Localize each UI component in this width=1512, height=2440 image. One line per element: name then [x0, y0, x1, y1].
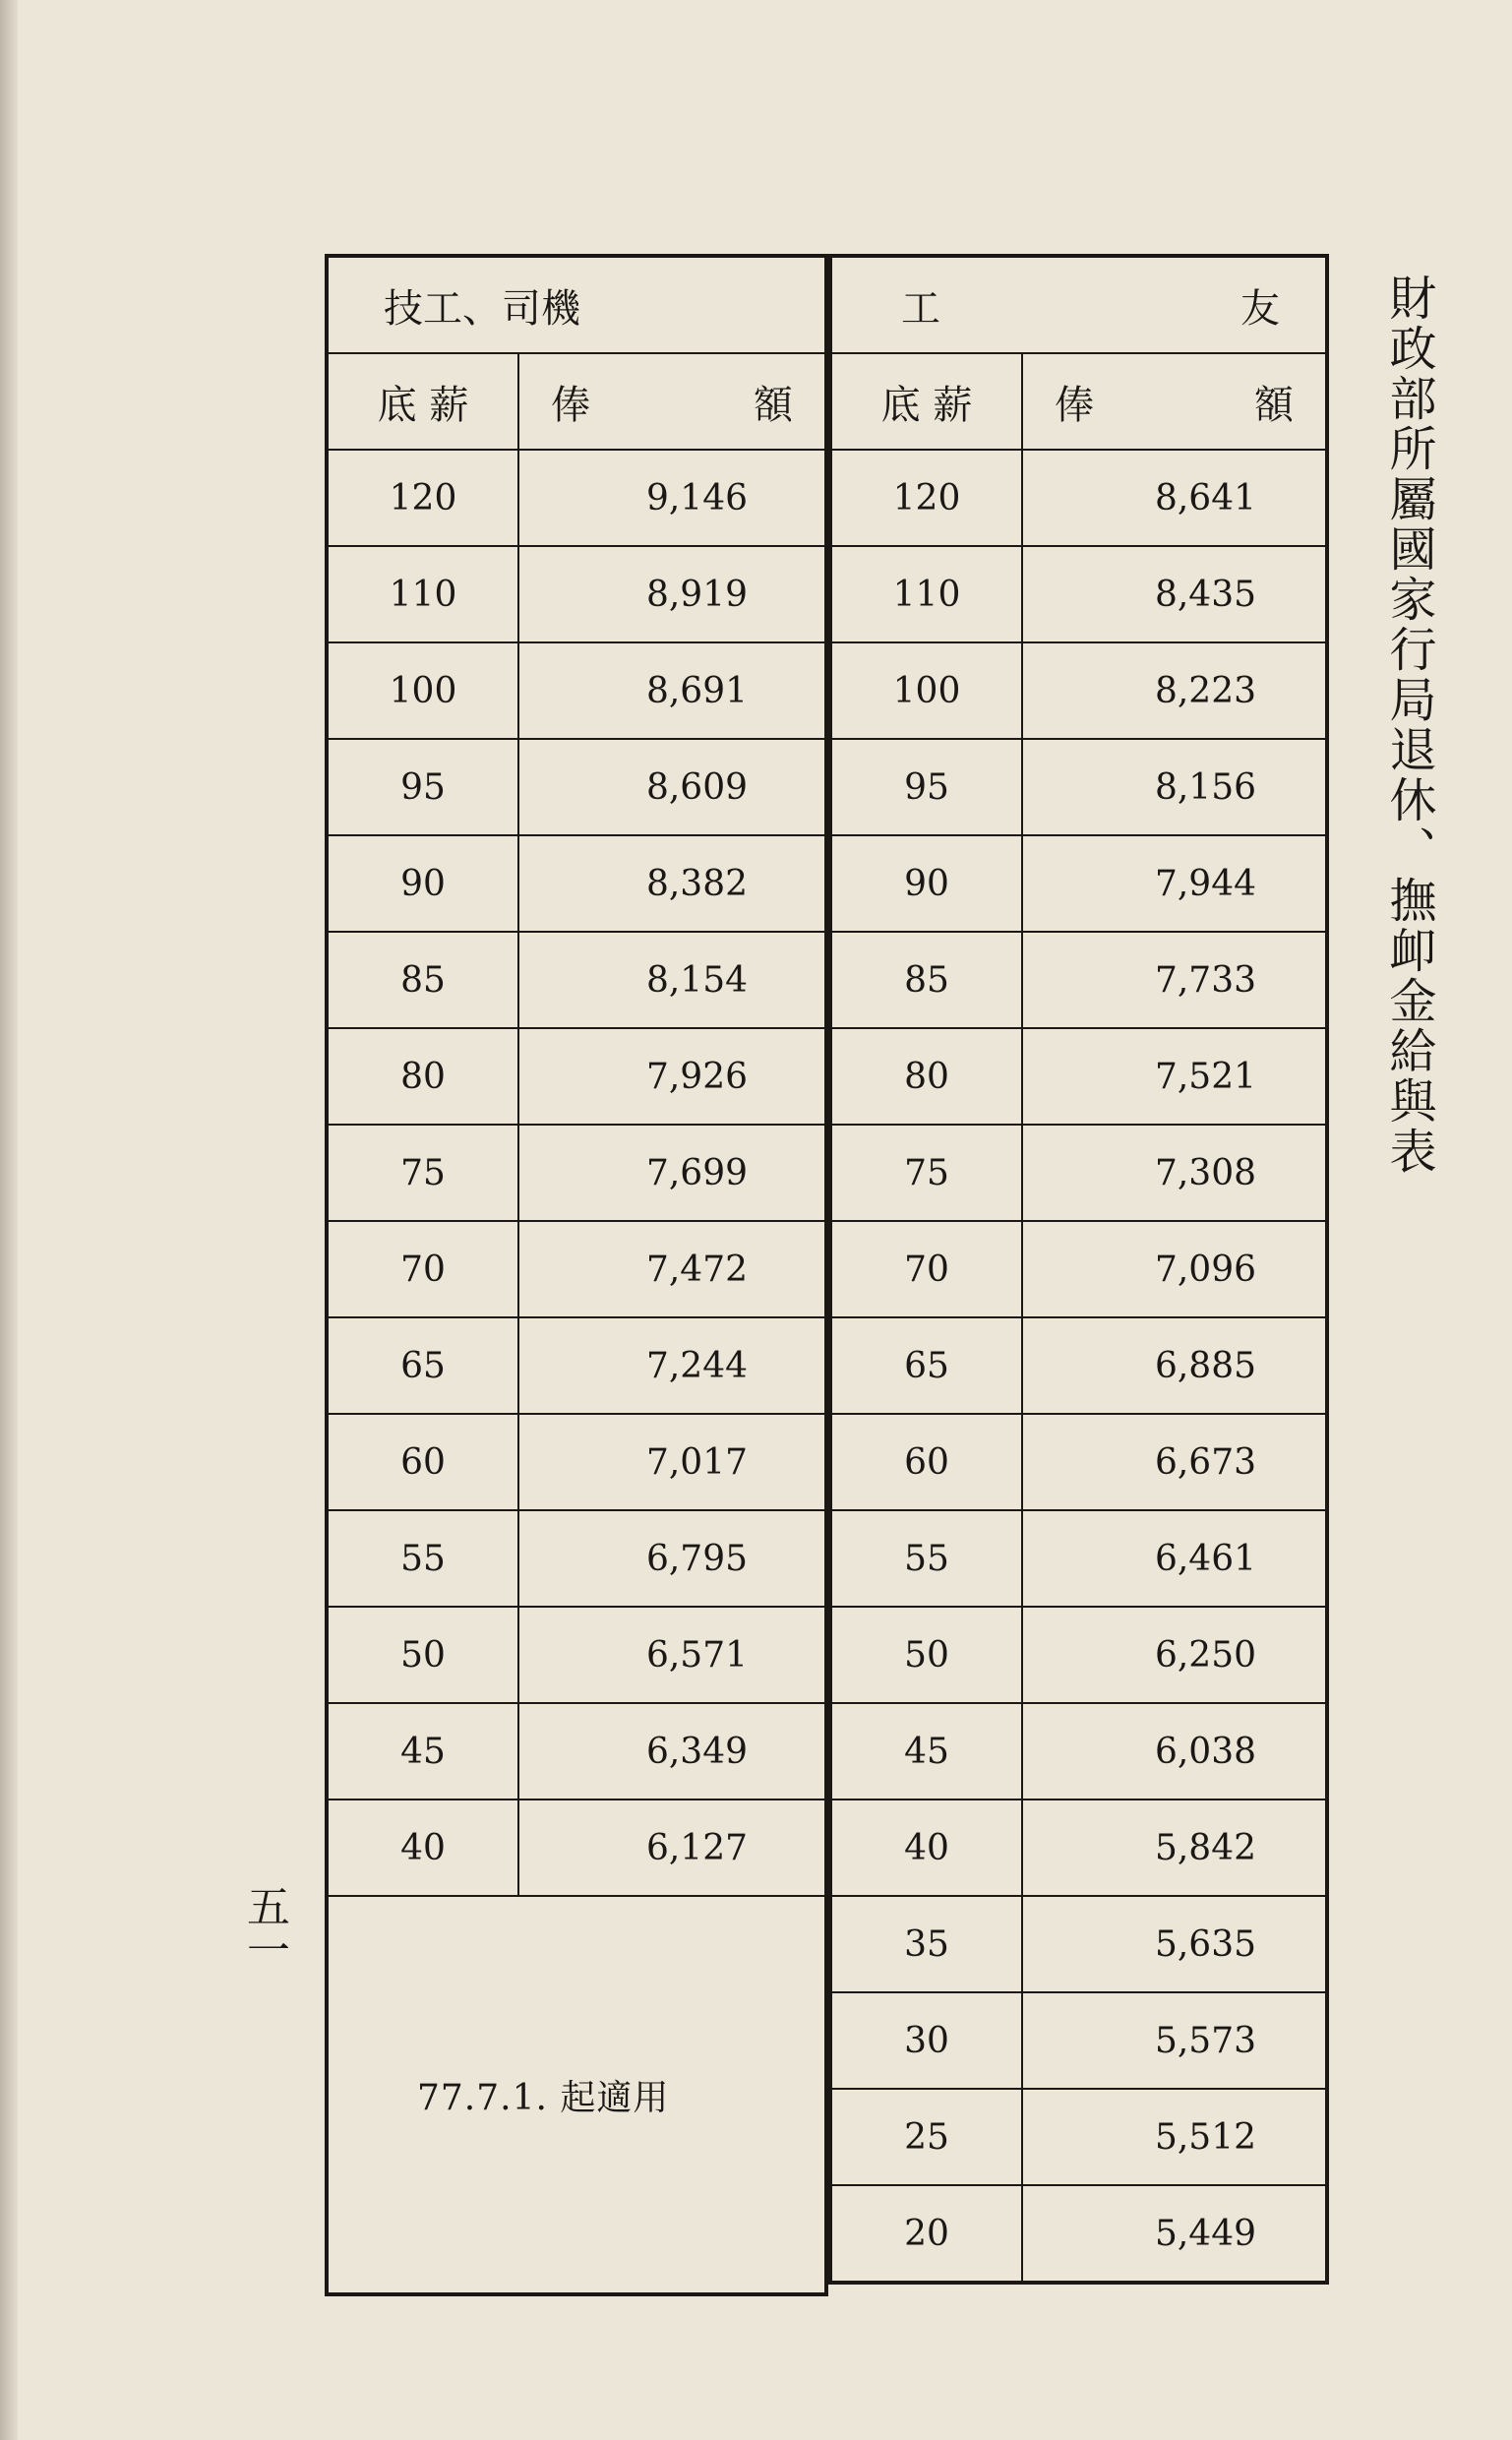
- right-grade-cell: 50: [830, 1607, 1022, 1703]
- left-table-row: [327, 1800, 826, 1896]
- right-table-row: [830, 2089, 1327, 2185]
- left-table-row: [327, 739, 826, 835]
- left-table-row: [327, 835, 826, 932]
- right-group-header-b: 友: [1240, 285, 1280, 332]
- page-number: 五一: [239, 1884, 289, 1971]
- left-table-row: [327, 1028, 826, 1125]
- right-amount-cell: 6,038: [1022, 1703, 1327, 1800]
- effective-date-note: 77.7.1. 起適用: [327, 1896, 826, 2294]
- right-amount-cell: 8,223: [1022, 642, 1327, 739]
- left-grade-cell: 50: [327, 1607, 518, 1703]
- right-table-row: [830, 1703, 1327, 1800]
- left-grade-cell: 55: [327, 1510, 518, 1607]
- left-grade-cell: 45: [327, 1703, 518, 1800]
- left-grade-cell: 95: [327, 739, 518, 835]
- right-table-row: [830, 1800, 1327, 1896]
- right-table-row: [830, 1221, 1327, 1317]
- left-amount-cell: 7,699: [518, 1125, 826, 1221]
- right-amount-cell: 6,461: [1022, 1510, 1327, 1607]
- right-table-row: [830, 2185, 1327, 2283]
- right-grade-cell: 110: [830, 546, 1022, 642]
- left-grade-cell: 65: [327, 1317, 518, 1414]
- right-grade-cell: 30: [830, 1992, 1022, 2089]
- right-grade-cell: 85: [830, 932, 1022, 1028]
- right-grade-cell: 25: [830, 2089, 1022, 2185]
- right-grade-cell: 80: [830, 1028, 1022, 1125]
- right-amount-cell: 7,733: [1022, 932, 1327, 1028]
- right-grade-cell: 65: [830, 1317, 1022, 1414]
- right-amount-cell: 6,673: [1022, 1414, 1327, 1510]
- right-table-row: [830, 835, 1327, 932]
- right-grade-cell: 120: [830, 450, 1022, 546]
- left-grade-cell: 40: [327, 1800, 518, 1896]
- left-amount-cell: 7,472: [518, 1221, 826, 1317]
- right-table-row: [830, 1317, 1327, 1414]
- left-amount-cell: 6,795: [518, 1510, 826, 1607]
- left-note-row: [327, 1896, 826, 2294]
- right-amount-cell: 6,885: [1022, 1317, 1327, 1414]
- right-table-row: [830, 1896, 1327, 1992]
- left-grade-cell: 60: [327, 1414, 518, 1510]
- right-amount-header-b: 額: [1254, 382, 1294, 428]
- right-amount-cell: 5,449: [1022, 2185, 1327, 2283]
- right-group-header: [830, 256, 1327, 353]
- left-amount-cell: 8,691: [518, 642, 826, 739]
- right-amount-cell: 8,435: [1022, 546, 1327, 642]
- left-amount-cell: 7,926: [518, 1028, 826, 1125]
- left-amount-cell: 8,382: [518, 835, 826, 932]
- right-amount-cell: 5,512: [1022, 2089, 1327, 2185]
- right-amount-cell: 8,641: [1022, 450, 1327, 546]
- right-table-row: [830, 1510, 1327, 1607]
- left-amount-cell: 8,609: [518, 739, 826, 835]
- right-amount-cell: 7,308: [1022, 1125, 1327, 1221]
- right-grade-cell: 75: [830, 1125, 1022, 1221]
- right-amount-cell: 8,156: [1022, 739, 1327, 835]
- right-amount-header-a: 俸: [1055, 382, 1094, 428]
- left-table-row: [327, 932, 826, 1028]
- right-grade-cell: 95: [830, 739, 1022, 835]
- page-binding-edge: [0, 0, 18, 2440]
- left-grade-cell: 110: [327, 546, 518, 642]
- right-table-row: [830, 642, 1327, 739]
- left-grade-header: 底 薪: [327, 353, 518, 450]
- left-amount-cell: 6,127: [518, 1800, 826, 1896]
- right-grade-cell: 100: [830, 642, 1022, 739]
- left-amount-cell: 6,571: [518, 1607, 826, 1703]
- left-grade-cell: 120: [327, 450, 518, 546]
- right-table-row: [830, 1028, 1327, 1125]
- left-amount-cell: 6,349: [518, 1703, 826, 1800]
- left-amount-cell: 9,146: [518, 450, 826, 546]
- right-group-header-a: 工: [901, 285, 940, 332]
- right-amount-cell: 5,573: [1022, 1992, 1327, 2089]
- left-grade-cell: 85: [327, 932, 518, 1028]
- left-amount-cell: 7,244: [518, 1317, 826, 1414]
- right-amount-cell: 7,096: [1022, 1221, 1327, 1317]
- left-table-row: [327, 1510, 826, 1607]
- document-title: 財政部所屬國家行局退休、撫卹金給與表: [1381, 274, 1436, 1177]
- left-grade-cell: 80: [327, 1028, 518, 1125]
- right-table-row: [830, 1992, 1327, 2089]
- right-amount-cell: 6,250: [1022, 1607, 1327, 1703]
- right-amount-cell: 7,944: [1022, 835, 1327, 932]
- right-grade-header: 底 薪: [830, 353, 1022, 450]
- right-amount-cell: 5,842: [1022, 1800, 1327, 1896]
- right-table-row: [830, 450, 1327, 546]
- left-grade-cell: 70: [327, 1221, 518, 1317]
- right-grade-cell: 20: [830, 2185, 1022, 2283]
- left-table-row: [327, 1703, 826, 1800]
- left-salary-table: [325, 254, 828, 2296]
- left-table-row: [327, 1414, 826, 1510]
- right-table-row: [830, 932, 1327, 1028]
- right-table-row: [830, 546, 1327, 642]
- left-table-row: [327, 642, 826, 739]
- left-amount-header: [518, 353, 826, 450]
- right-amount-header: [1022, 353, 1327, 450]
- left-amount-cell: 8,919: [518, 546, 826, 642]
- left-grade-cell: 100: [327, 642, 518, 739]
- right-grade-cell: 70: [830, 1221, 1022, 1317]
- right-grade-cell: 60: [830, 1414, 1022, 1510]
- right-table-row: [830, 739, 1327, 835]
- right-grade-cell: 45: [830, 1703, 1022, 1800]
- right-salary-table: [828, 254, 1329, 2285]
- left-group-header: 技工、司機: [327, 256, 826, 353]
- right-grade-cell: 55: [830, 1510, 1022, 1607]
- left-table-row: [327, 1607, 826, 1703]
- left-grade-cell: 90: [327, 835, 518, 932]
- left-amount-header-b: 額: [754, 382, 793, 428]
- left-amount-header-a: 俸: [551, 382, 590, 428]
- left-amount-cell: 8,154: [518, 932, 826, 1028]
- left-table-row: [327, 1317, 826, 1414]
- right-table-row: [830, 1125, 1327, 1221]
- right-grade-cell: 40: [830, 1800, 1022, 1896]
- left-grade-cell: 75: [327, 1125, 518, 1221]
- left-table-row: [327, 450, 826, 546]
- left-amount-cell: 7,017: [518, 1414, 826, 1510]
- right-amount-cell: 5,635: [1022, 1896, 1327, 1992]
- right-grade-cell: 35: [830, 1896, 1022, 1992]
- right-grade-cell: 90: [830, 835, 1022, 932]
- left-table-row: [327, 546, 826, 642]
- right-table-row: [830, 1607, 1327, 1703]
- left-table-row: [327, 1221, 826, 1317]
- right-table-row: [830, 1414, 1327, 1510]
- left-table-row: [327, 1125, 826, 1221]
- right-amount-cell: 7,521: [1022, 1028, 1327, 1125]
